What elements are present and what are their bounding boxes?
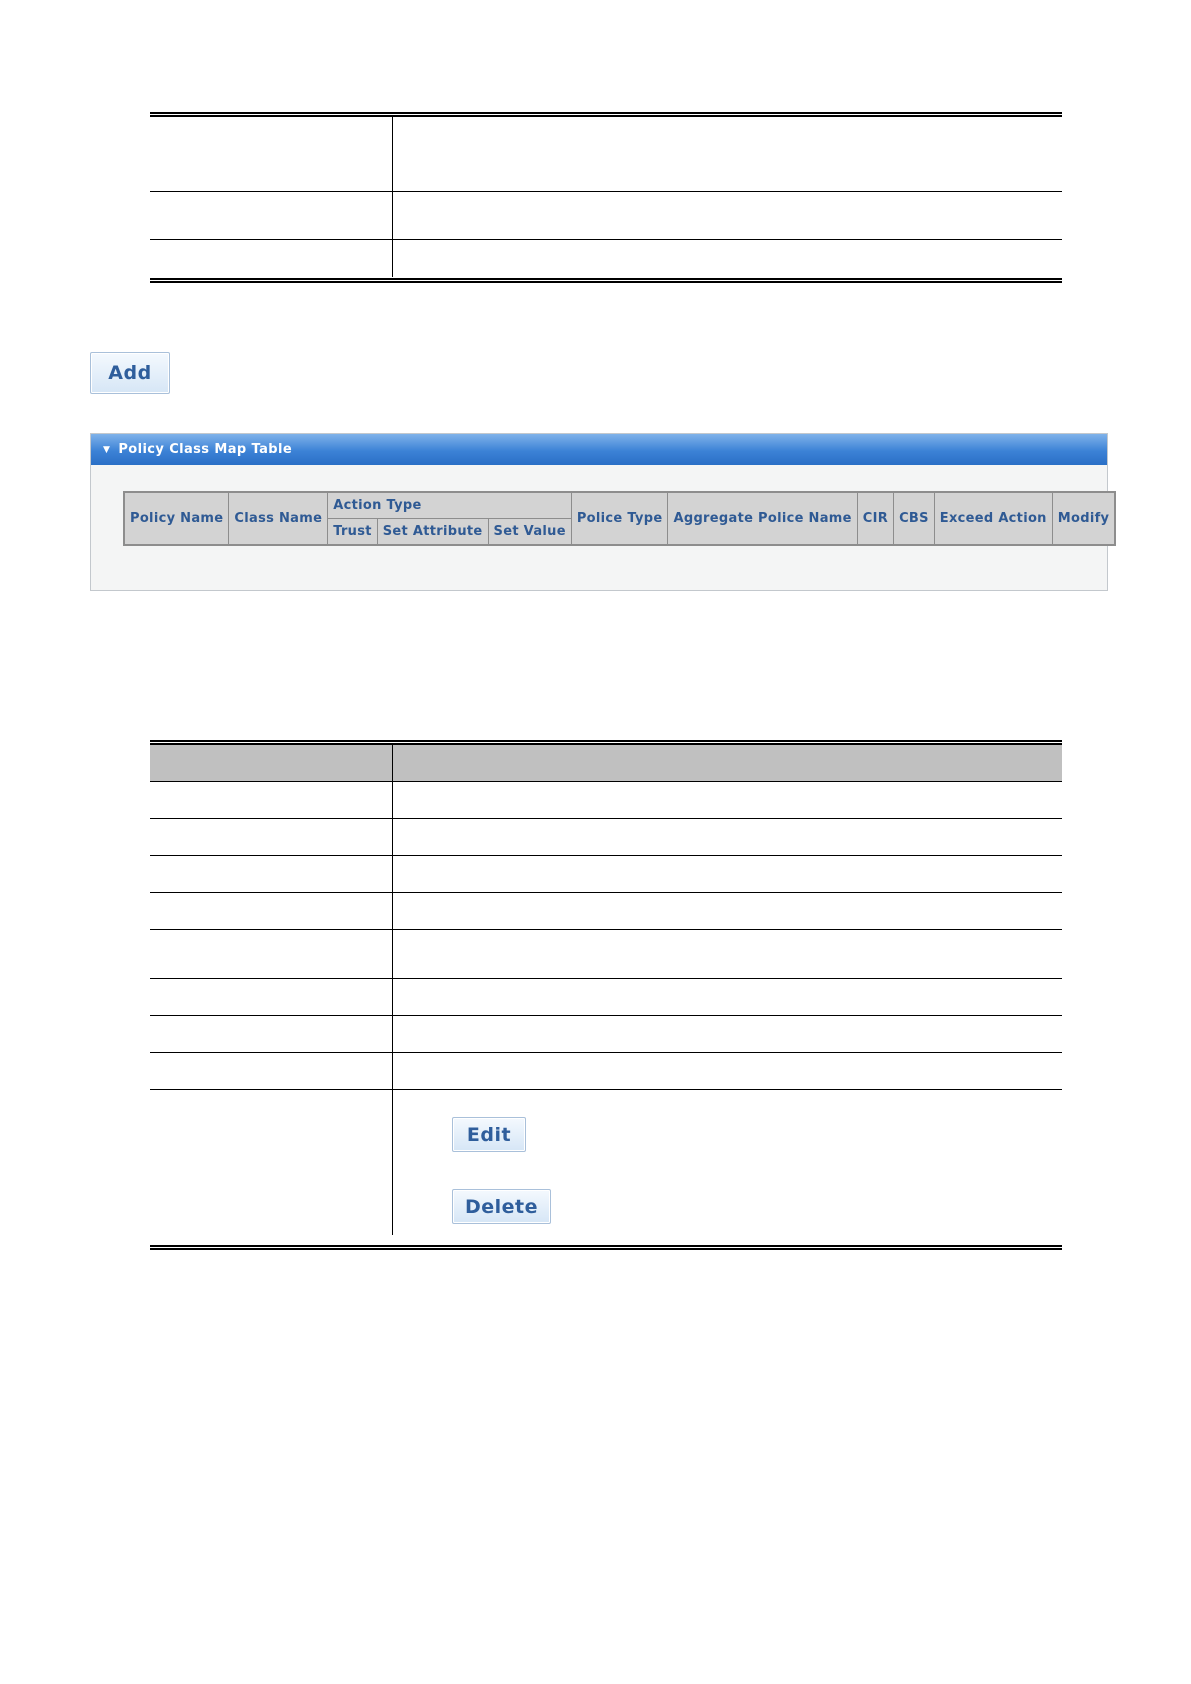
object-cell [150, 818, 393, 855]
delete-button[interactable]: Delete [452, 1189, 551, 1224]
col-aggregate-police-name: Aggregate Police Name [668, 492, 857, 545]
desc-cell [393, 855, 1063, 892]
col-exceed-action: Exceed Action [934, 492, 1052, 545]
table-header-row [150, 745, 1062, 781]
table-row [150, 239, 1062, 277]
object-cell [150, 892, 393, 929]
table-row [150, 781, 1062, 818]
col-police-type: Police Type [571, 492, 668, 545]
object-cell [150, 978, 393, 1015]
desc-cell [393, 892, 1063, 929]
desc-cell [393, 978, 1063, 1015]
description-header [393, 745, 1063, 781]
desc-cell [393, 781, 1063, 818]
col-class-name: Class Name [229, 492, 328, 545]
desc-cell [393, 818, 1063, 855]
object-cell [150, 781, 393, 818]
desc-cell [393, 1015, 1063, 1052]
table-row [150, 117, 1062, 191]
top-table-param [150, 239, 393, 277]
object-cell [150, 1015, 393, 1052]
object-header [150, 745, 393, 781]
top-table-param [150, 191, 393, 239]
col-set-value: Set Value [488, 519, 571, 546]
add-button[interactable]: Add [90, 352, 170, 394]
top-table-body [150, 117, 1062, 277]
col-modify: Modify [1052, 492, 1115, 545]
table-row [150, 892, 1062, 929]
table-row [150, 929, 1062, 978]
desc-cell [393, 929, 1063, 978]
object-table-bottom-rule [150, 1245, 1062, 1250]
edit-button[interactable]: Edit [452, 1117, 526, 1152]
table-row [150, 1052, 1062, 1089]
policy-class-map-panel [90, 433, 1108, 591]
table-row [150, 818, 1062, 855]
object-cell [150, 1052, 393, 1089]
top-table-bottom-rule [150, 278, 1062, 283]
col-set-attribute: Set Attribute [377, 519, 488, 546]
policy-class-map-table [123, 491, 1116, 546]
object-table-body [150, 745, 1062, 1235]
table-row [150, 855, 1062, 892]
col-policy-name: Policy Name [124, 492, 229, 545]
col-cir: CIR [857, 492, 893, 545]
col-action-type: Action Type [328, 492, 572, 519]
table-row [150, 978, 1062, 1015]
top-table-desc [393, 191, 1063, 239]
object-cell [150, 1089, 393, 1235]
top-table-desc [393, 117, 1063, 191]
top-table-desc [393, 239, 1063, 277]
col-trust: Trust [328, 519, 378, 546]
object-cell [150, 929, 393, 978]
table-row [150, 191, 1062, 239]
desc-cell [393, 1052, 1063, 1089]
table-row [150, 1015, 1062, 1052]
table-row-modify [150, 1089, 1062, 1235]
top-table-param [150, 117, 393, 191]
table-header-row [124, 492, 1115, 519]
collapse-caret-icon[interactable]: ▼ [103, 444, 111, 455]
panel-title: Policy Class Map Table [118, 442, 293, 457]
col-cbs: CBS [894, 492, 935, 545]
object-cell [150, 855, 393, 892]
panel-header[interactable] [91, 434, 1107, 465]
